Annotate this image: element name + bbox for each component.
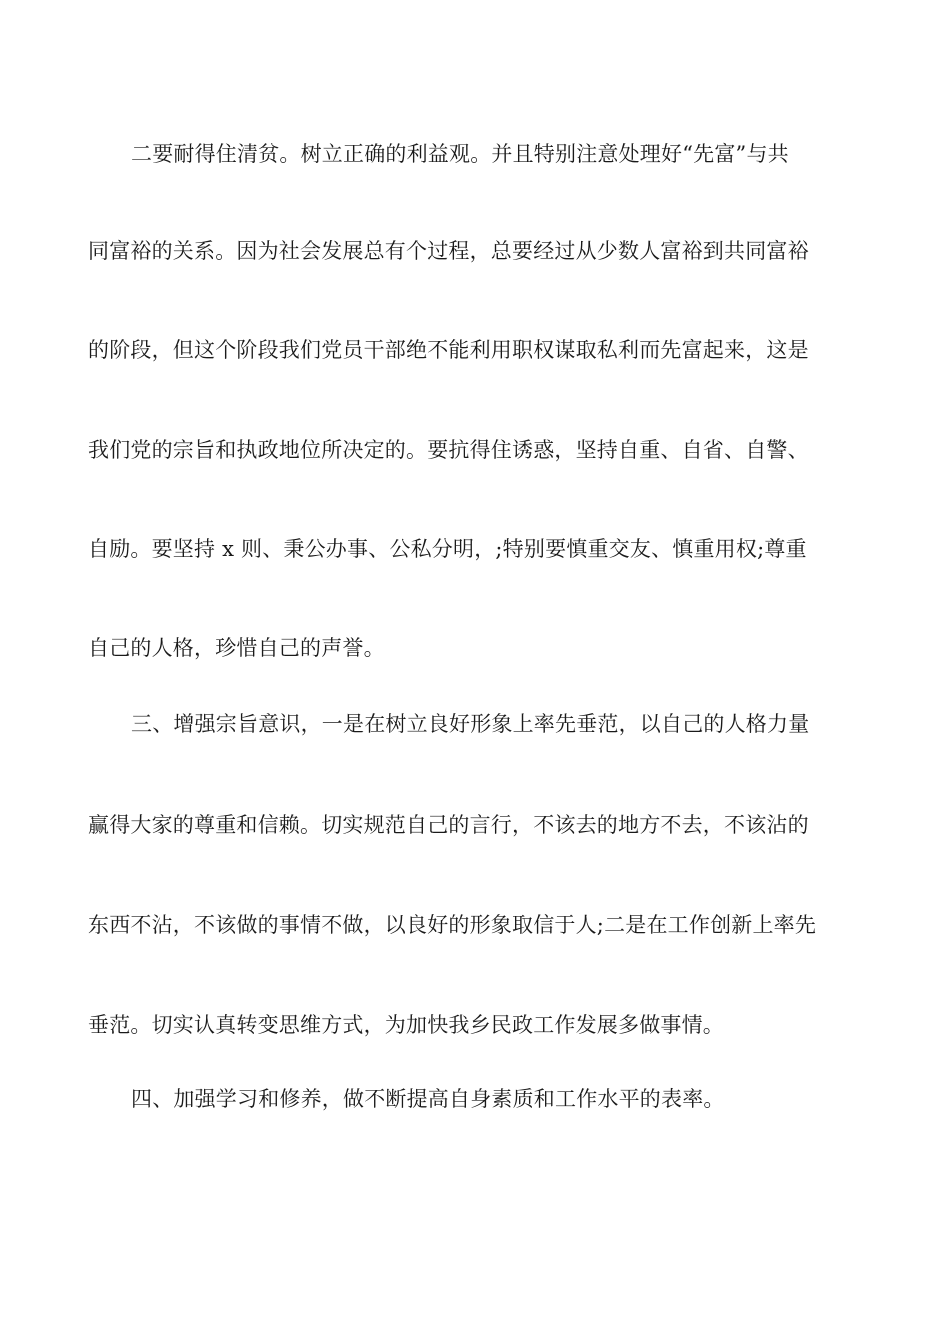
paragraph-line: 四、加强学习和修养，做不断提高自身素质和工作水平的表率。 xyxy=(131,1087,725,1111)
paragraph-line: 三、增强宗旨意识，一是在树立良好形象上率先垂范，以自己的人格力量 xyxy=(131,712,810,736)
paragraph-line: 的阶段，但这个阶段我们党员干部绝不能利用职权谋取私利而先富起来，这是 xyxy=(88,338,809,362)
paragraph-line: 垂范。切实认真转变思维方式，为加快我乡民政工作发展多做事情。 xyxy=(88,1013,724,1037)
paragraph-line: 自励。要坚持 x 则、秉公办事、公私分明，;特别要慎重交友、慎重用权;尊重 xyxy=(88,537,807,561)
paragraph-line: 赢得大家的尊重和信赖。切实规范自己的言行，不该去的地方不去，不该沾的 xyxy=(88,813,809,837)
paragraph-line: 我们党的宗旨和执政地位所决定的。要抗得住诱惑，坚持自重、自省、自警、 xyxy=(88,438,809,462)
paragraph-line: 同富裕的关系。因为社会发展总有个过程，总要经过从少数人富裕到共同富裕 xyxy=(88,239,809,263)
paragraph-line: 二要耐得住清贫。树立正确的利益观。并且特别注意处理好“先富”与共 xyxy=(131,142,789,166)
paragraph-line: 自己的人格，珍惜自己的声誉。 xyxy=(88,636,385,660)
paragraph-line: 东西不沾，不该做的事情不做，以良好的形象取信于人;二是在工作创新上率先 xyxy=(88,913,817,937)
